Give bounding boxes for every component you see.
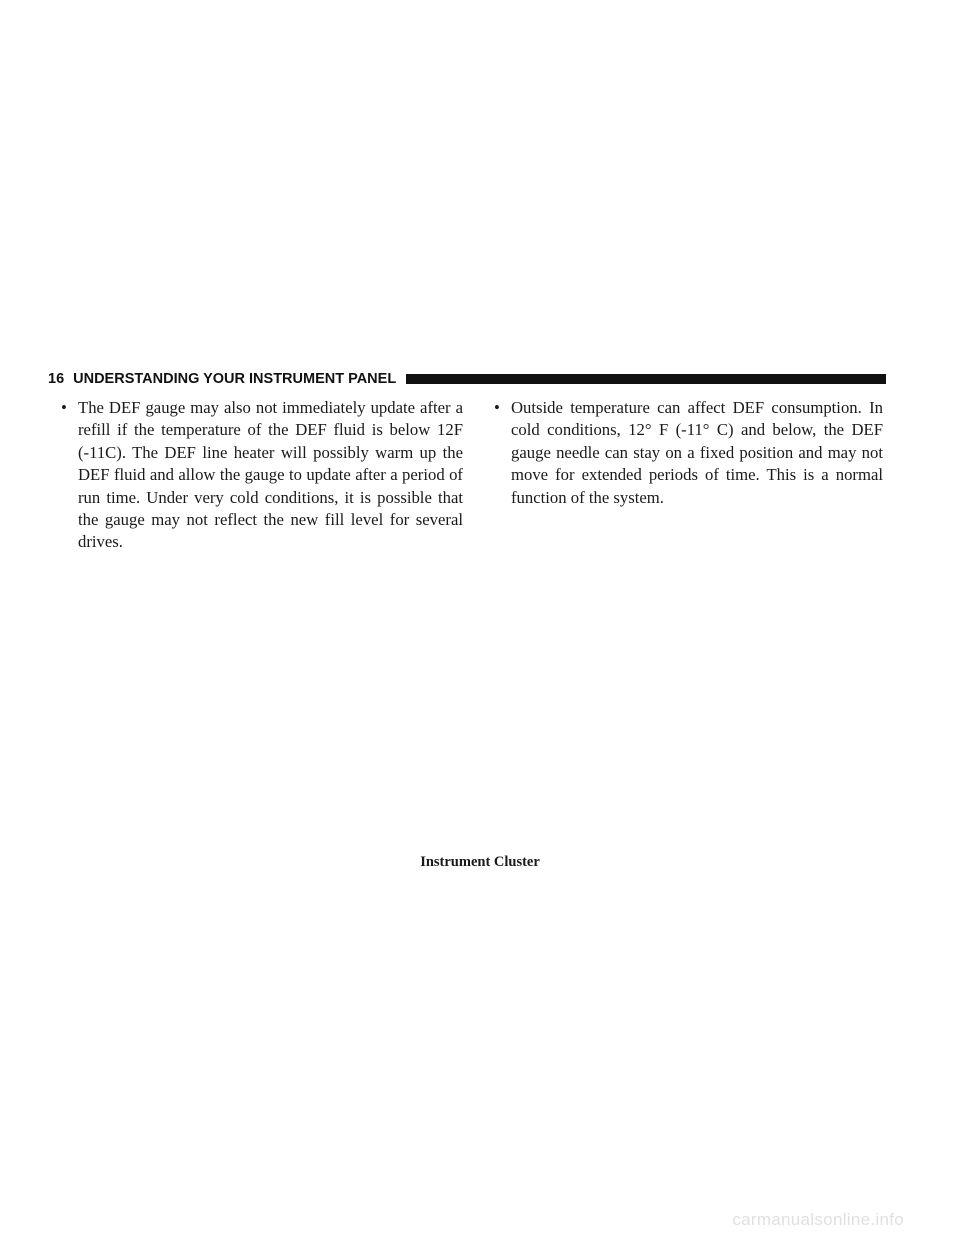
bullet-item xyxy=(491,397,883,509)
figure-caption: Instrument Cluster xyxy=(420,854,540,870)
bullet-icon: • xyxy=(61,398,67,417)
right-column xyxy=(491,397,883,509)
bullet-text: The DEF gauge may also not immediately update after a refill if the temperature of the DEF fluid is below 12F (-11C). The DEF line heater will possibly warm up the DEF fluid and allow the gauge to update after a period of run time. Under very cold conditions, it is possible that the gauge may not reflect the new fill level for several drives. xyxy=(78,398,463,552)
page-header xyxy=(48,368,886,390)
bullet-item xyxy=(58,397,463,554)
left-column xyxy=(58,397,463,554)
header-rule xyxy=(406,374,886,384)
watermark-text: carmanualsonline.info xyxy=(732,1210,904,1229)
bullet-text: Outside temperature can affect DEF consumption. In cold conditions, 12° F (-11° C) and below, the DEF gauge needle can stay on a fixed position and may not move for extended periods of time. This is a normal function of the system. xyxy=(511,398,883,507)
section-title: UNDERSTANDING YOUR INSTRUMENT PANEL xyxy=(73,371,397,387)
bullet-icon: • xyxy=(494,398,500,417)
page-number: 16 xyxy=(48,371,65,387)
watermark xyxy=(0,1198,960,1242)
